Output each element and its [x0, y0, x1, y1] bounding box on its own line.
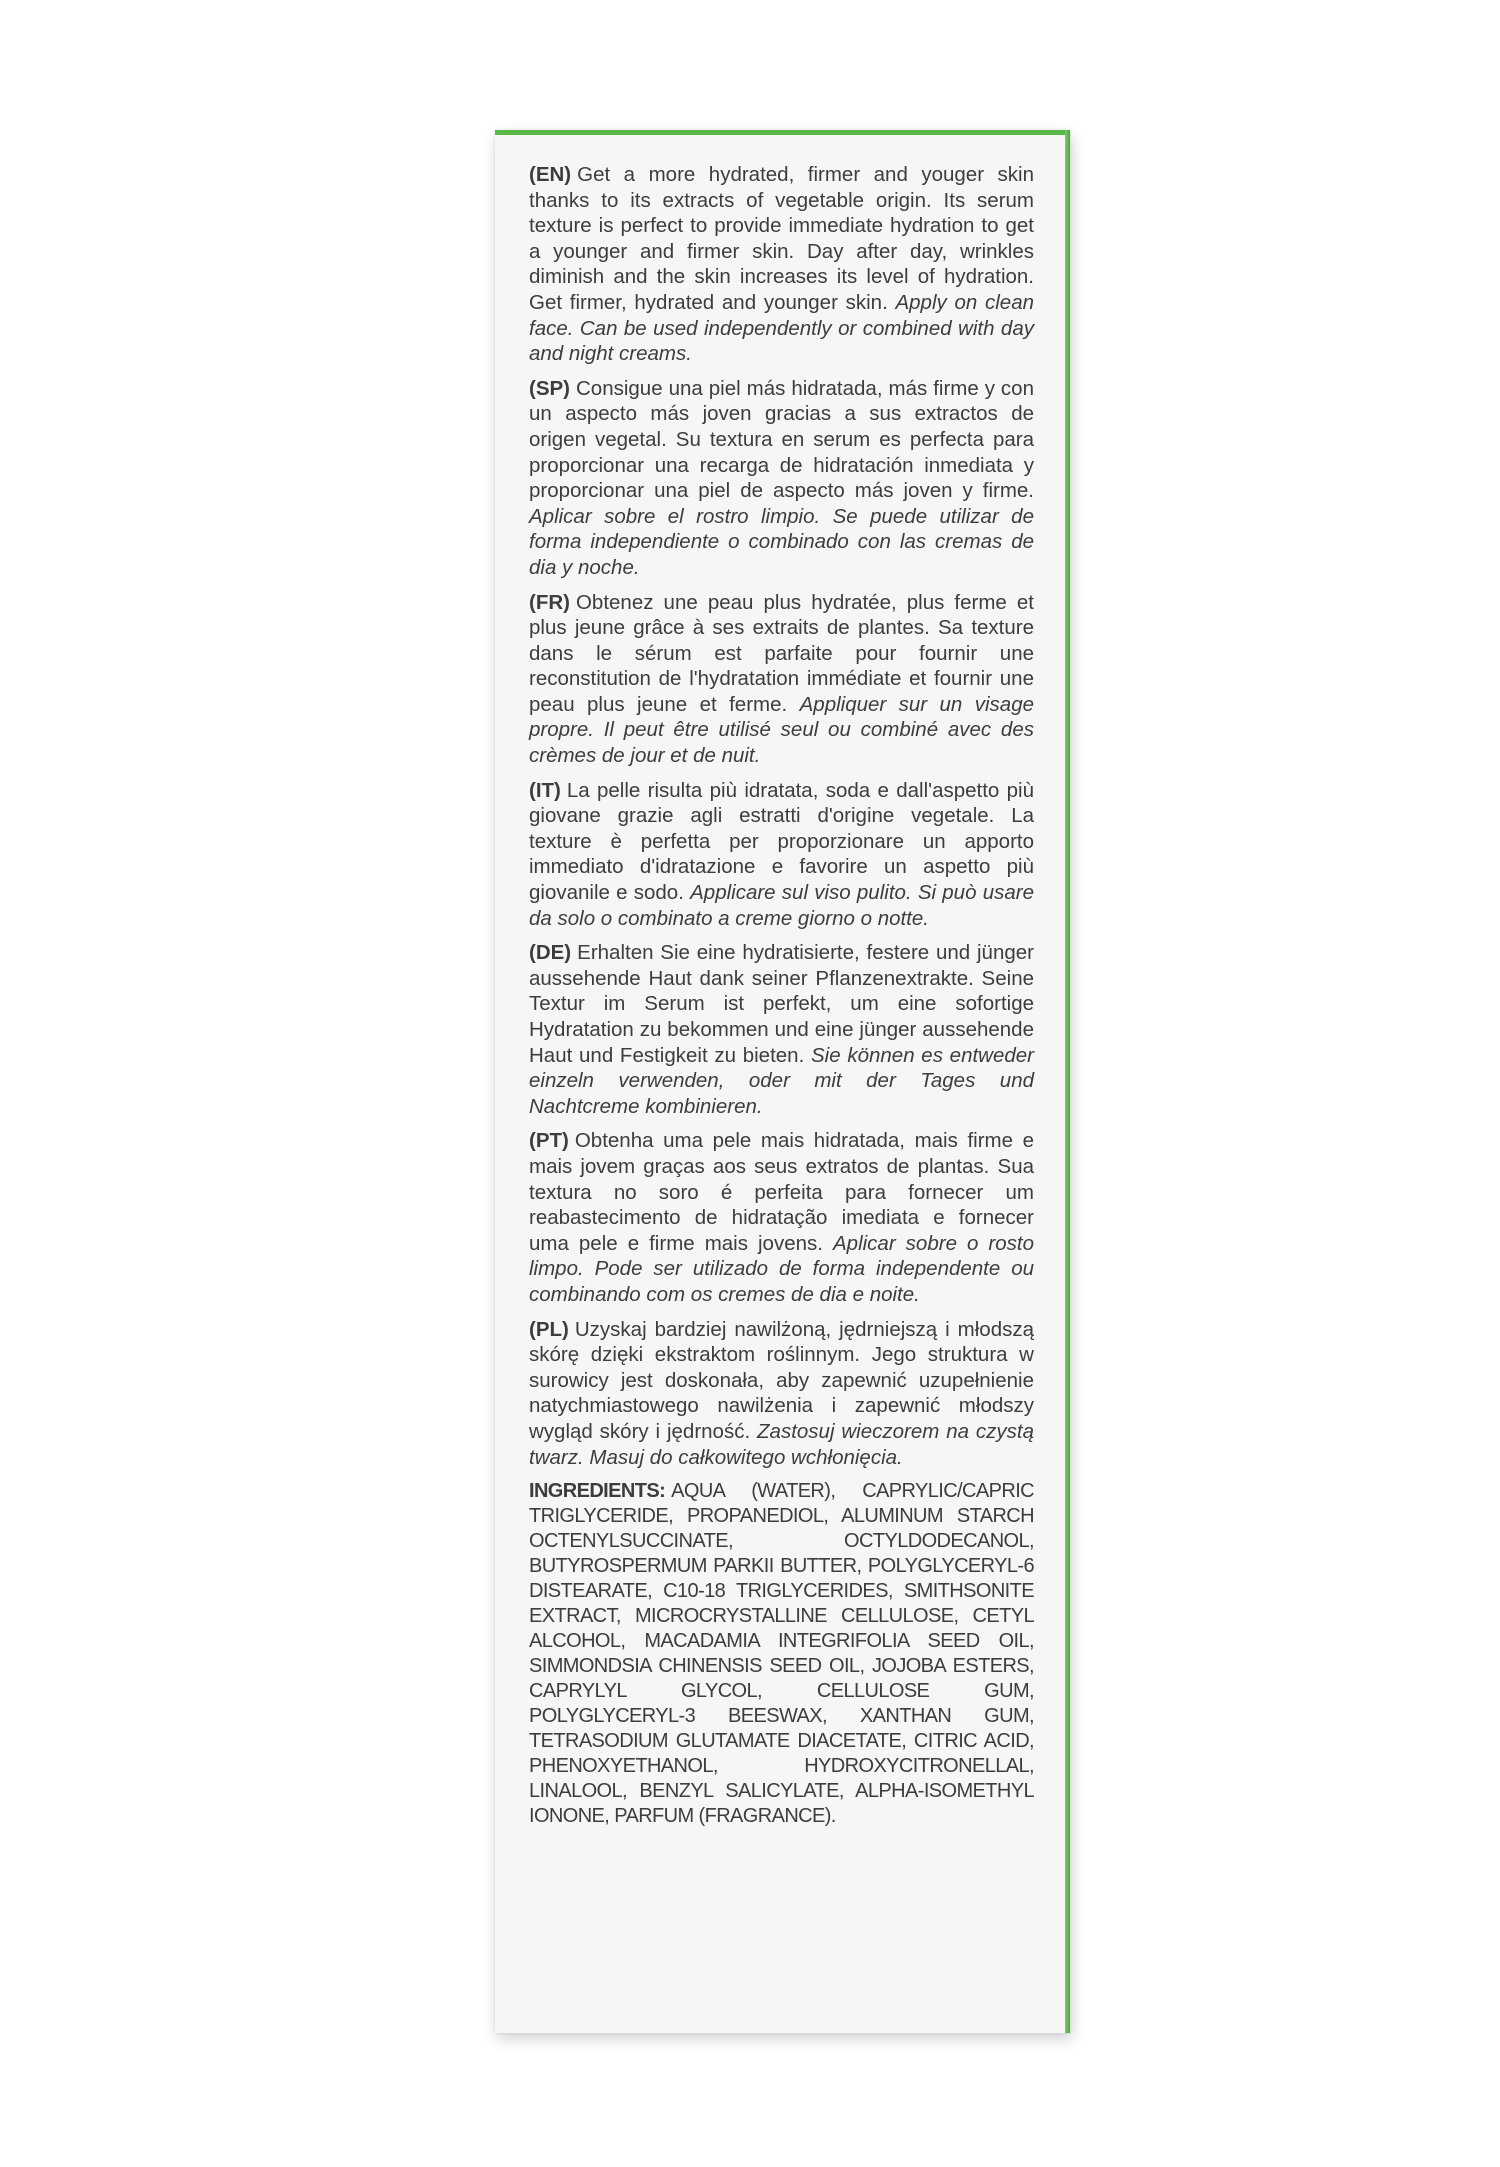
- description-it-text: La pelle risulta più idratata, soda e dall'aspetto più giovane grazie agli estratti d'origine vegetale. La texture è perfetta per proporzionare un apporto immediato d'idratazione e favorire un aspetto più giovanile e sodo.: [529, 778, 1034, 905]
- ingredients-title: INGREDIENTS:: [529, 1480, 666, 1503]
- usage-fr: Appliquer sur un visage propre. Il peut être utilisé seul ou combiné avec des crèmes de jour et de nuit.: [529, 692, 1034, 768]
- description-pl-text: Uzyskaj bardziej nawilżoną, jędrniejszą i młodszą skórę dzięki ekstraktom roślinnym. Jego struktura w surowicy jest doskonała, aby zapewnić uzupełnienie natychmiastowego nawilżenia i zapewnić młodszy wygląd skóry i jędrność.: [529, 1317, 1034, 1443]
- description-en-text: Get a more hydrated, firmer and youger skin thanks to its extracts of vegetable origin. Its serum texture is perfect to provide immediate hydration to get a younger and firmer skin. Day after day, wrinkles diminish and the skin increases its level of hydration. Get firmer, hydrated and younger skin.: [529, 163, 1034, 314]
- language-code-pt: (PT): [529, 1129, 569, 1153]
- language-code-en: (EN): [529, 163, 572, 186]
- usage-pt: Aplicar sobre o rosto limpo. Pode ser utilizado de forma independente ou combinando com os cremes de dia e noite.: [529, 1231, 1034, 1306]
- label-text-content: [529, 162, 1034, 1838]
- ingredients-list: [529, 1479, 1034, 1829]
- usage-en: Apply on clean face. Can be used independently or combined with day and night creams.: [529, 290, 1034, 366]
- description-sp-text: Consigue una piel más hidratada, más firme y con un aspecto más joven gracias a sus extractos de origen vegetal. Su textura en serum es perfecta para proporcionar una recarga de hidratación inmediata y proporcionar una piel de aspecto más joven y firme.: [529, 376, 1034, 503]
- usage-it: Applicare sul viso pulito. Si può usare da solo o combinato a creme giorno o notte.: [529, 881, 1034, 930]
- usage-de: Sie können es entweder einzeln verwenden, oder mit der Tages und Nachtcreme kombinieren.: [529, 1043, 1034, 1118]
- language-code-de: (DE): [529, 941, 572, 965]
- description-de: [529, 940, 1034, 1119]
- description-pt: [529, 1128, 1034, 1307]
- usage-pl: Zastosuj wieczorem na czystą twarz. Masuj do całkowitego wchłonięcia.: [529, 1419, 1034, 1469]
- product-box-side-panel: [495, 130, 1070, 2033]
- usage-sp: Aplicar sobre el rostro limpio. Se puede utilizar de forma independiente o combinado con las cremas de dia y noche.: [529, 504, 1034, 579]
- language-code-fr: (FR): [529, 590, 570, 614]
- ingredients-text: AQUA (WATER), CAPRYLIC/CAPRIC TRIGLYCERIDE, PROPANEDIOL, ALUMINUM STARCH OCTENYLSUCCINATE, OCTYLDODECANOL, BUTYROSPERMUM PARKII BUTTER, POLYGLYCERYL-6 DISTEARATE, C10-18 TRIGLYCERIDES, SMITHSONITE EXTRACT, MICROCRYSTALLINE CELLULOSE, CETYL ALCOHOL, MACADAMIA INTEGRIFOLIA SEED OIL, SIMMONDSIA CHINENSIS SEED OIL, JOJOBA ESTERS, CAPRYLYL GLYCOL, CELLULOSE GUM, POLYGLYCERYL-3 BEESWAX, XANTHAN GUM, TETRASODIUM GLUTAMATE DIACETATE, CITRIC ACID, PHENOXYETHANOL, HYDROXYCITRONELLAL, LINALOOL, BENZYL SALICYLATE, ALPHA-ISOMETHYL IONONE, PARFUM (FRAGRANCE).: [529, 1480, 1034, 1828]
- description-de-text: Erhalten Sie eine hydratisierte, festere und jünger aussehende Haut dank seiner Pflanzenextrakte. Seine Textur im Serum ist perfekt, um eine sofortige Hydratation zu bekommen und eine jünger aussehende Haut und Festigkeit zu bieten.: [529, 941, 1034, 1067]
- description-en: [529, 162, 1034, 367]
- language-code-pl: (PL): [529, 1317, 569, 1341]
- language-code-it: (IT): [529, 778, 561, 802]
- description-pl: [529, 1317, 1034, 1471]
- description-it: [529, 778, 1034, 932]
- description-pt-text: Obtenha uma pele mais hidratada, mais firme e mais jovem graças aos seus extratos de plantas. Sua textura no soro é perfeita para fornecer um reabastecimento de hidratação imediata e fornecer uma pele e firme mais jovens.: [529, 1129, 1034, 1255]
- language-code-sp: (SP): [529, 376, 570, 400]
- description-fr-text: Obtenez une peau plus hydratée, plus ferme et plus jeune grâce à ses extraits de plantes. Sa texture dans le sérum est parfaite pour fournir une reconstitution de l'hydratation immédiate et fournir une peau plus jeune et ferme.: [529, 590, 1034, 716]
- description-sp: [529, 376, 1034, 581]
- description-fr: [529, 590, 1034, 769]
